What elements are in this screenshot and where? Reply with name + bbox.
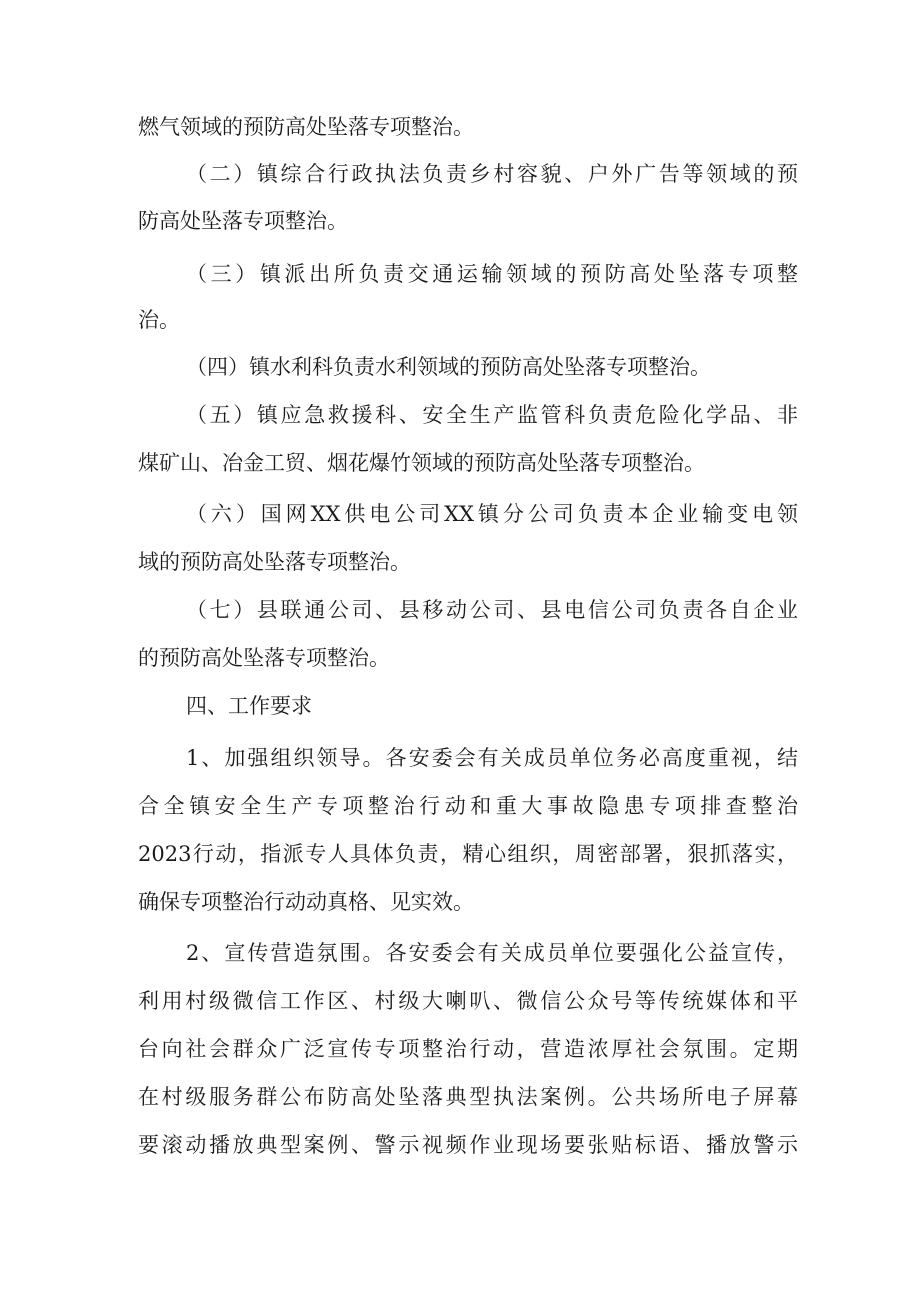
text-line-2: （二）镇综合行政执法负责乡村容貌、户外广告等领域的预 xyxy=(186,162,798,186)
text-line-14: 1、加强组织领导。各安委会有关成员单位务必高度重视，结 xyxy=(186,746,798,770)
text-line-22: 要滚动播放典型案例、警示视频作业现场要张贴标语、播放警示 xyxy=(138,1133,798,1157)
text-line-16: 2023行动，指派专人具体负责，精心组织，周密部署，狠抓落实， xyxy=(138,842,798,866)
text-line-7: （五）镇应急救援科、安全生产监管科负责危险化学品、非 xyxy=(186,403,798,427)
text-line-12: 的预防高处坠落专项整治。 xyxy=(138,646,390,670)
text-line-11: （七）县联通公司、县移动公司、县电信公司负责各自企业 xyxy=(186,598,798,622)
text-line-4: （三）镇派出所负责交通运输领域的预防高处坠落专项整 xyxy=(186,262,798,286)
text-line-20: 台向社会群众广泛宣传专项整治行动，营造浓厚社会氛围。定期 xyxy=(138,1037,798,1061)
text-line-10: 域的预防高处坠落专项整治。 xyxy=(138,550,411,574)
text-line-21: 在村级服务群公布防高处坠落典型执法案例。公共场所电子屏幕 xyxy=(138,1085,798,1109)
text-line-8: 煤矿山、冶金工贸、烟花爆竹领域的预防高处坠落专项整治。 xyxy=(138,451,705,475)
text-line-6: （四）镇水利科负责水利领域的预防高处坠落专项整治。 xyxy=(186,355,711,379)
text-line-3: 防高处坠落专项整治。 xyxy=(138,209,348,233)
text-line-15: 合全镇安全生产专项整治行动和重大事故隐患专项排查整治 xyxy=(138,794,798,818)
text-line-18: 2、宣传营造氛围。各安委会有关成员单位要强化公益宣传， xyxy=(186,941,798,965)
text-line-19: 利用村级微信工作区、村级大喇叭、微信公众号等传统媒体和平 xyxy=(138,989,798,1013)
text-line-9: （六）国网XX供电公司XX镇分公司负责本企业输变电领 xyxy=(186,502,798,526)
text-line-1: 燃气领域的预防高处坠落专项整治。 xyxy=(138,115,474,139)
section-heading: 四、工作要求 xyxy=(186,694,312,718)
text-line-17: 确保专项整治行动动真格、见实效。 xyxy=(138,890,474,914)
text-line-5: 治。 xyxy=(138,308,180,332)
